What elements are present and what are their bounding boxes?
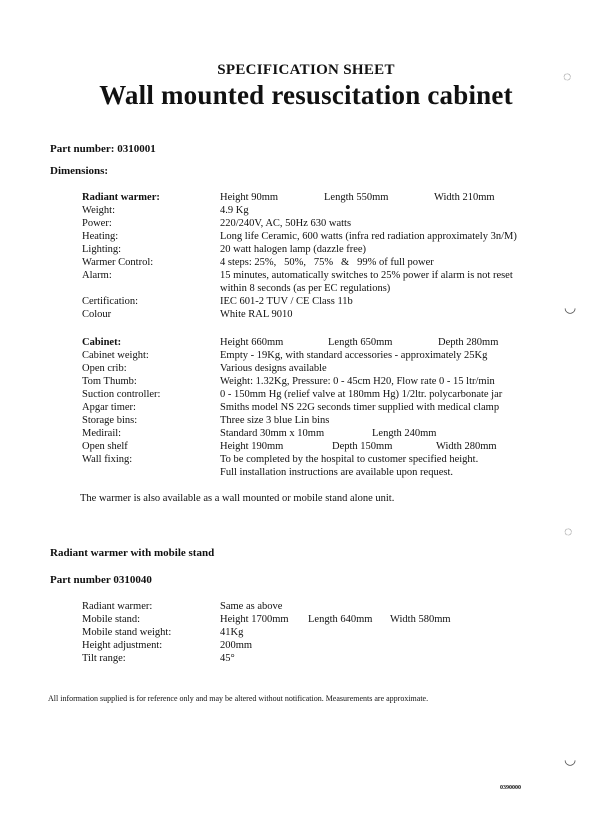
spec-value: Width 280mm xyxy=(436,441,497,452)
spec-label: Certification: xyxy=(82,296,138,307)
document-code: 0390000 xyxy=(500,785,521,791)
spec-value: Various designs available xyxy=(220,363,327,374)
spec-label: Cabinet: xyxy=(82,337,122,348)
spec-value: To be completed by the hospital to customer specified height. xyxy=(220,454,479,465)
spec-value: Length 550mm xyxy=(324,192,389,203)
spec-label: Cabinet weight: xyxy=(82,350,149,361)
spec-label: Wall fixing: xyxy=(82,454,133,465)
spec-value: Width 210mm xyxy=(434,192,495,203)
part-number-mobile: Part number 0310040 xyxy=(50,574,152,586)
spec-value: 20 watt halogen lamp (dazzle free) xyxy=(220,244,367,255)
spec-value: 15 minutes, automatically switches to 25% power if alarm is not reset xyxy=(220,270,513,281)
spec-value: Standard 30mm x 10mm xyxy=(220,428,325,439)
mobile-stand-heading: Radiant warmer with mobile stand xyxy=(50,547,215,559)
spec-value: Same as above xyxy=(220,601,283,612)
spec-value: Height 1700mm xyxy=(220,614,289,625)
spec-value: Weight: 1.32Kg, Pressure: 0 - 45cm H20, Flow rate 0 - 15 ltr/min xyxy=(220,376,495,387)
spec-value: Full installation instructions are available upon request. xyxy=(220,467,453,478)
spec-value: 45° xyxy=(220,653,235,664)
spec-label: Radiant warmer: xyxy=(82,192,160,203)
spec-value: Depth 280mm xyxy=(438,337,499,348)
spec-value: 200mm xyxy=(220,640,253,651)
spec-value: White RAL 9010 xyxy=(220,309,293,320)
spec-value: Height 190mm xyxy=(220,441,284,452)
spec-label: Mobile stand weight: xyxy=(82,627,172,638)
punch-hole-mark: ◡ xyxy=(564,301,577,316)
spec-value: 4 steps: 25%, 50%, 75% & 99% of full power xyxy=(220,257,434,268)
punch-hole-mark: ◡ xyxy=(564,753,577,768)
dimensions-heading: Dimensions: xyxy=(50,165,109,177)
spec-value: within 8 seconds (as per EC regulations) xyxy=(220,283,391,294)
punch-hole-mark: ◌ xyxy=(563,70,572,85)
spec-label: Warmer Control: xyxy=(82,257,154,268)
spec-value: Length 650mm xyxy=(328,337,393,348)
spec-label: Weight: xyxy=(82,205,115,216)
spec-label: Open shelf xyxy=(82,441,128,452)
spec-label: Mobile stand: xyxy=(82,614,141,625)
spec-value: Width 580mm xyxy=(390,614,451,625)
spec-value: Smiths model NS 22G seconds timer supplied with medical clamp xyxy=(220,402,500,413)
spec-label: Suction controller: xyxy=(82,389,161,400)
part-number-cabinet: Part number: 0310001 xyxy=(50,143,156,155)
spec-label: Colour xyxy=(82,309,112,320)
spec-label: Heating: xyxy=(82,231,119,242)
spec-label: Radiant warmer: xyxy=(82,601,153,612)
spec-value: 0 - 150mm Hg (relief valve at 180mm Hg) 1/2ltr. polycarbonate jar xyxy=(220,389,503,400)
spec-label: Apgar timer: xyxy=(82,402,136,413)
spec-value: IEC 601-2 TUV / CE Class 11b xyxy=(220,296,353,307)
spec-label: Lighting: xyxy=(82,244,122,255)
document-title: Wall mounted resuscitation cabinet xyxy=(99,80,513,110)
spec-value: 4.9 Kg xyxy=(220,205,249,216)
disclaimer: All information supplied is for reference only and may be altered without notification. Measurements are approximate. xyxy=(48,694,429,703)
document-subtitle: SPECIFICATION SHEET xyxy=(217,62,395,78)
spec-value: Length 640mm xyxy=(308,614,373,625)
spec-value: Empty - 19Kg, with standard accessories - approximately 25Kg xyxy=(220,350,488,361)
spec-label: Tom Thumb: xyxy=(82,376,137,387)
punch-hole-mark: ◌ xyxy=(564,525,573,540)
spec-label: Alarm: xyxy=(82,270,112,281)
spec-label: Power: xyxy=(82,218,112,229)
spec-value: Height 660mm xyxy=(220,337,284,348)
spec-label: Height adjustment: xyxy=(82,640,163,651)
spec-value: 41Kg xyxy=(220,627,244,638)
spec-label: Open crib: xyxy=(82,363,127,374)
spec-label: Tilt range: xyxy=(82,653,126,664)
availability-note: The warmer is also available as a wall mounted or mobile stand alone unit. xyxy=(80,493,395,504)
spec-label: Storage bins: xyxy=(82,415,138,426)
spec-value: Depth 150mm xyxy=(332,441,393,452)
spec-label: Medirail: xyxy=(82,428,122,439)
spec-value: Long life Ceramic, 600 watts (infra red radiation approximately 3n/M) xyxy=(220,231,517,242)
spec-value: Three size 3 blue Lin bins xyxy=(220,415,330,426)
spec-value: Length 240mm xyxy=(372,428,437,439)
spec-value: Height 90mm xyxy=(220,192,279,203)
spec-value: 220/240V, AC, 50Hz 630 watts xyxy=(220,218,352,229)
